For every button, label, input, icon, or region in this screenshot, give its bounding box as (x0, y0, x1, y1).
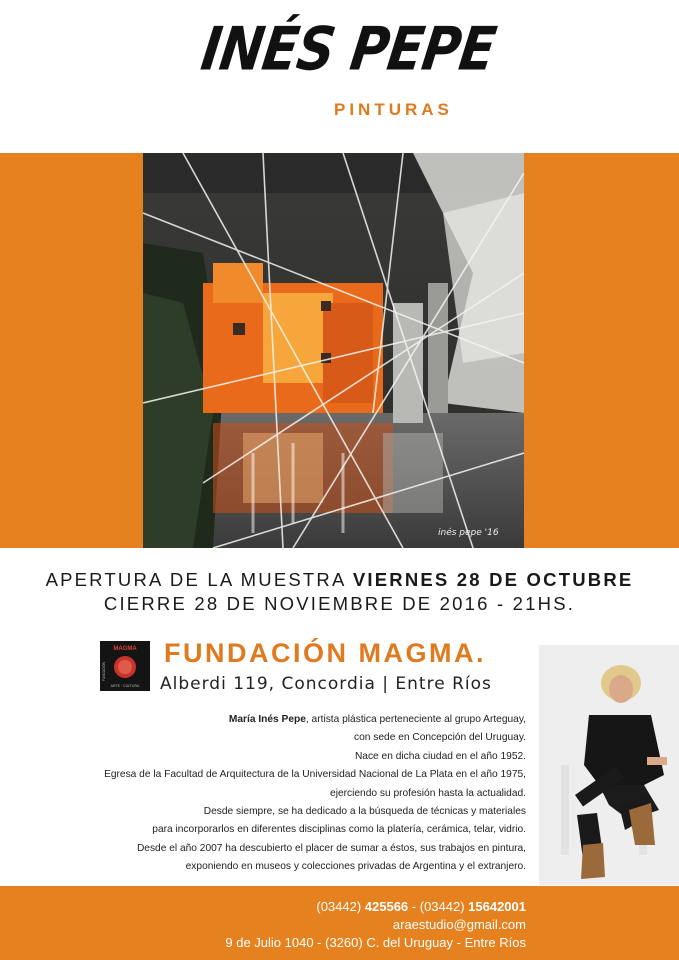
event-opening-label: APERTURA DE LA MUESTRA (45, 569, 353, 590)
magma-logo (100, 641, 150, 691)
bio-line: Egresa de la Facultad de Arquitectura de la Universidad Nacional de La Plata en el año 1975, (104, 769, 526, 781)
bio-line: Nace en dicha ciudad en el año 1952. (354, 750, 526, 762)
bio-line: con sede en Concepción del Uruguay. (354, 732, 526, 744)
magma-logo-top-text: MAGMA (113, 646, 137, 652)
venue-address: Alberdi 119, Concordia | Entre Ríos (160, 674, 492, 694)
magma-logo-bottom-text: ARTE · CULTURA (110, 684, 140, 688)
bio-line (60, 711, 526, 729)
artist-logo-name: INÉS PEPE (197, 15, 500, 85)
header (0, 0, 679, 153)
bio-line: exponiendo en museos y colecciones privadas de Argentina y el extranjero. (185, 861, 526, 873)
bio-artist-name: María Inés Pepe (228, 714, 306, 725)
event-opening-date: VIERNES 28 DE OCTUBRE (352, 569, 634, 590)
phone2-number: 15642001 (468, 899, 526, 914)
phone2-area: (03442) (419, 899, 469, 914)
artist-photo (539, 645, 679, 885)
magma-logo-side-text: FUNDACIÓN (102, 662, 106, 681)
bio-line: para incorporarlos en diferentes disciplinas como la platería, cerámica, telar, vidrio. (152, 824, 526, 836)
bio-line: Desde el año 2007 ha descubierto el placer de sumar a éstos, sus trabajos en pintura, (136, 842, 526, 854)
event-closing-line: CIERRE 28 DE NOVIEMBRE DE 2016 - 21HS. (103, 593, 576, 614)
phone-separator: - (408, 899, 420, 914)
event-opening-line (0, 568, 679, 592)
bio-line-rest: , artista plástica perteneciente al grupo Arteguay, (305, 714, 526, 725)
bio-line: Desde siempre, se ha dedicado a la búsqueda de técnicas y materiales (203, 805, 526, 817)
bio-line: ejerciendo su profesión hasta la actualidad. (330, 787, 526, 799)
painting-image (143, 153, 524, 548)
footer-email[interactable]: araestudio@gmail.com (392, 917, 526, 932)
event-dates (0, 568, 679, 616)
artist-bio (60, 711, 526, 877)
footer-bar (0, 886, 679, 960)
painting-signature: inés pepe '16 (438, 528, 499, 538)
footer-contact (225, 898, 526, 952)
venue-name: FUNDACIÓN MAGMA. (164, 638, 486, 668)
phone1-area: (03442) (316, 899, 365, 914)
phone1-number: 425566 (364, 899, 409, 914)
footer-address: 9 de Julio 1040 - (3260) C. del Uruguay - Entre Ríos (225, 935, 526, 950)
artist-logo-subtitle: PINTURAS (334, 100, 453, 119)
footer-phones (225, 898, 526, 916)
